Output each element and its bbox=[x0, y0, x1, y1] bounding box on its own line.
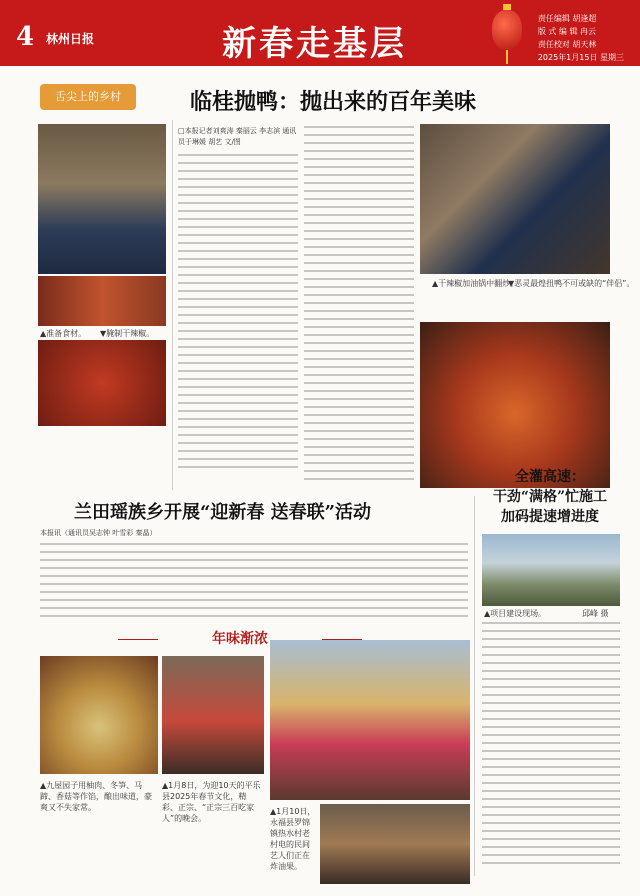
article2-byline: 本报讯（通讯员吴志钟 叶雪彩 秦晶） bbox=[40, 529, 157, 537]
article1-body-col1 bbox=[178, 126, 298, 488]
credit-editor: 责任编辑 胡逢超 bbox=[537, 14, 597, 23]
lantern-icon bbox=[492, 10, 522, 50]
performance-photo bbox=[270, 640, 470, 800]
section-title: 新春走基层 bbox=[222, 24, 407, 64]
article2-headline: 兰田瑶族乡开展“迎新春 送春联”活动 bbox=[74, 502, 371, 523]
caption-peppers: ▼腌制干辣椒。 bbox=[100, 329, 155, 338]
caption-artisans: ▲1月10日，永福县罗锦镇热水村老村电的民间艺人们正在炸油果。 bbox=[270, 807, 316, 871]
credit-layout: 版 式 编 辑 冉云 bbox=[537, 27, 596, 36]
caption-dish: ▼恶灵最煌扭鸭不可或缺的“伴侣”。 bbox=[508, 279, 635, 288]
caption-dumplings: ▲九屋园子用柚肉、冬笋、马蹄、香菇等作馅，酿出味道，豪爽又不失家常。 bbox=[40, 781, 152, 812]
caption-spices: ▲准备食材。 bbox=[40, 329, 87, 338]
dumplings-photo bbox=[40, 656, 158, 774]
duck-dish-photo bbox=[420, 322, 610, 488]
chef-cooking-photo bbox=[420, 124, 610, 274]
page-number: 4 bbox=[16, 22, 35, 52]
spices-photo bbox=[38, 276, 166, 326]
peppers-photo bbox=[38, 340, 166, 426]
column-divider bbox=[172, 120, 173, 490]
article1-byline: □本报记者刘爽涛 秦丽云 李志滨 通讯员于琳媛 胡艺 文/图 bbox=[178, 127, 297, 146]
article3-headline-2: 干劲“满格”忙施工 bbox=[492, 489, 608, 505]
elder-artisans-photo bbox=[320, 804, 470, 884]
highway-construction-photo bbox=[482, 534, 620, 606]
caption-performance: ▲1月8日，为迎10天的平乐县2025年春节文化，精彩、正宗、“正宗三百吃家人”的晚会。 bbox=[162, 781, 261, 823]
nianwei-section-label: 年味渐浓 bbox=[160, 628, 320, 650]
right-column-divider bbox=[474, 496, 475, 876]
caption-chef-fire: ▲干辣椒加油锅中翻炒。 bbox=[432, 279, 519, 288]
article3-headline-1: 全灌高速： bbox=[515, 469, 585, 485]
article2-body bbox=[40, 528, 468, 620]
column-badge: 舌尖上的乡村 bbox=[40, 84, 136, 110]
credit-proof: 责任校对 胡天林 bbox=[537, 40, 597, 49]
market-photo bbox=[162, 656, 264, 774]
article1-body-col2 bbox=[304, 126, 414, 488]
article3-headline-3: 加码提速增进度 bbox=[501, 509, 599, 525]
caption-highway: ▲项目建设现场。 bbox=[484, 609, 547, 618]
editor-credits bbox=[538, 12, 624, 64]
newspaper-brand: 林州日报 bbox=[46, 32, 95, 46]
article1-headline: 临桂抛鸭：抛出来的百年美味 bbox=[190, 89, 477, 115]
article3-body bbox=[482, 622, 620, 880]
chef-portrait-photo bbox=[38, 124, 166, 274]
issue-date: 2025年1月15日 星期三 bbox=[537, 53, 624, 62]
photo-credit-highway: 邱峰 摄 bbox=[582, 609, 609, 618]
page-header bbox=[0, 0, 640, 66]
